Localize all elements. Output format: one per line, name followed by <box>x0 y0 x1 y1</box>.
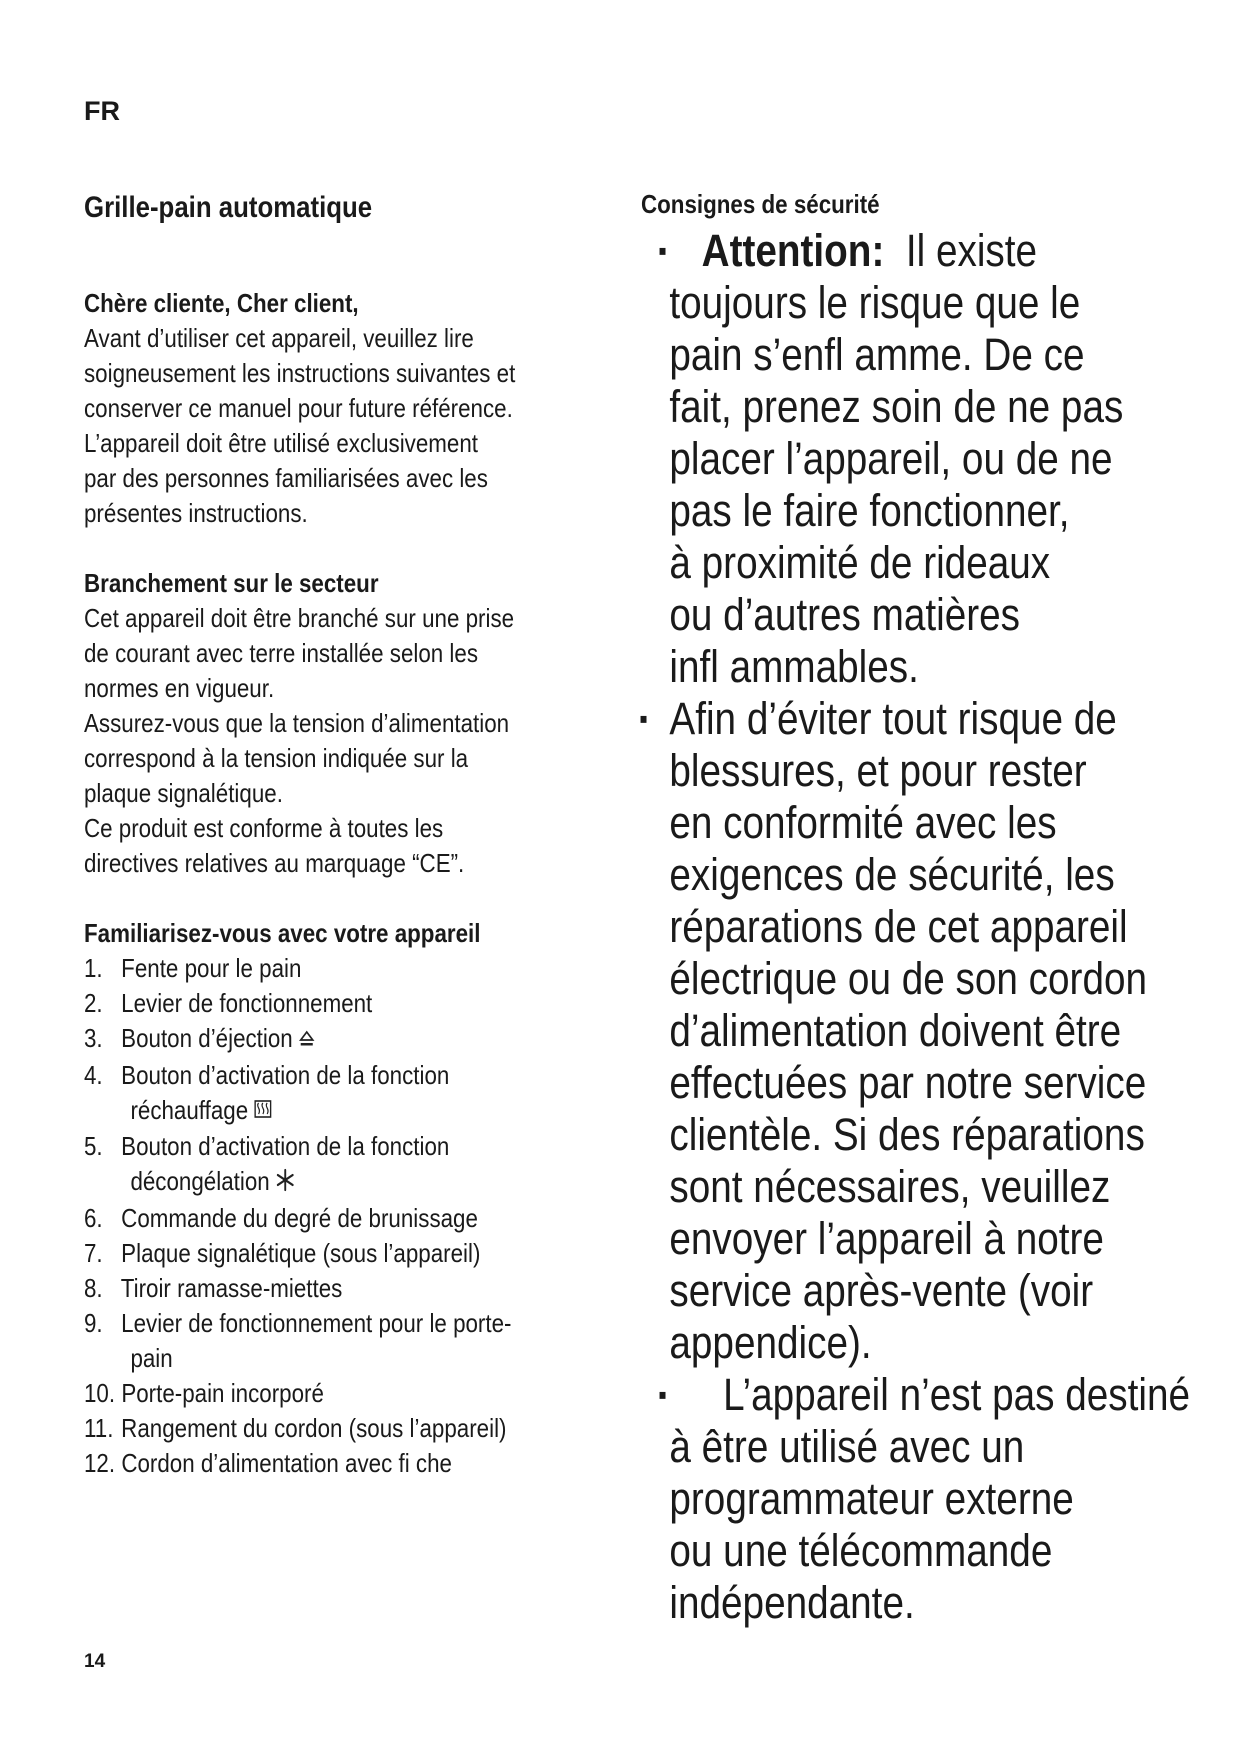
list-item-line: service après-vente (voir <box>669 1265 1094 1316</box>
snowflake-icon <box>275 1166 296 1201</box>
list-item-continuation: décongélation <box>84 1164 600 1201</box>
list-item-line: infl ammables. <box>669 641 919 692</box>
list-item-line: fait, prenez soin de ne pas <box>669 381 1124 432</box>
list-item-line: pain s’enfl amme. De ce <box>669 329 1085 380</box>
greeting-line: L’appareil doit être utilisé exclusivement <box>84 428 479 458</box>
list-item-line: exigences de sécurité, les <box>669 849 1115 900</box>
parts-heading: Familiarisez-vous avec votre appareil <box>84 918 481 948</box>
list-item-line: à proximité de rideaux <box>669 537 1051 588</box>
list-item: 5. Bouton d’activation de la fonction <box>84 1131 450 1162</box>
list-item-line: d’alimentation doivent être <box>669 1005 1122 1056</box>
left-column <box>84 190 600 1481</box>
parts-list <box>84 951 600 1481</box>
page-number: 14 <box>84 1651 106 1672</box>
greeting-heading: Chère cliente, Cher client, <box>84 288 359 318</box>
greeting-line: par des personnes familiarisées avec les <box>84 463 488 493</box>
list-item: 6. Commande du degré de brunissage <box>84 1202 478 1233</box>
list-item-line: ou une télécommande <box>669 1525 1053 1576</box>
list-item-line: effectuées par notre service <box>669 1057 1147 1108</box>
power-line: correspond à la tension indiquée sur la <box>84 743 469 773</box>
list-item-continuation: pain <box>130 1342 173 1373</box>
list-item: ▪ Afin d’éviter tout risque de <box>639 693 1117 744</box>
power-line: plaque signalétique. <box>84 778 283 808</box>
power-line: Cet appareil doit être branché sur une prise <box>84 603 515 633</box>
safety-list <box>639 225 1191 1629</box>
list-item: 12. Cordon d’alimentation avec fi che <box>84 1447 452 1478</box>
bullet-icon: ▪ <box>658 235 667 266</box>
page-title: Grille-pain automatique <box>84 191 373 224</box>
power-line: Ce produit est conforme à toutes les <box>84 813 444 843</box>
list-item: 10. Porte-pain incorporé <box>84 1377 324 1408</box>
list-item: 1. Fente pour le pain <box>84 953 302 983</box>
list-item-line: toujours le risque que le <box>669 277 1081 328</box>
safety-heading: Consignes de sécurité <box>641 189 880 219</box>
list-item: 2. Levier de fonctionnement <box>84 988 373 1018</box>
list-item-line: réparations de cet appareil <box>669 901 1128 952</box>
greeting-line: Avant d’utiliser cet appareil, veuillez lire <box>84 323 474 353</box>
bullet-icon: ▪ <box>639 703 648 734</box>
list-item-line: sont nécessaires, veuillez <box>669 1161 1111 1212</box>
language-code: FR <box>84 96 120 126</box>
list-item: ▪ L’appareil n’est pas destiné <box>658 1369 1191 1420</box>
right-column <box>639 187 1191 1629</box>
list-item: 8. Tiroir ramasse-miettes <box>84 1272 343 1303</box>
list-item: 11. Rangement du cordon (sous l’appareil) <box>84 1412 507 1443</box>
list-item-continuation: réchauffage <box>84 1093 600 1130</box>
list-item: 9. Levier de fonctionnement pour le porte- <box>84 1307 512 1338</box>
list-item-line: appendice). <box>669 1317 872 1368</box>
list-item: 7. Plaque signalétique (sous l’appareil) <box>84 1237 481 1268</box>
list-item-line: indépendante. <box>669 1577 915 1628</box>
list-item-line: envoyer l’appareil à notre <box>669 1213 1104 1264</box>
list-item: 3. Bouton d’éjection <box>84 1021 600 1058</box>
power-heading: Branchement sur le secteur <box>84 568 379 598</box>
power-line: de courant avec terre installée selon les <box>84 638 479 668</box>
eject-icon <box>298 1023 315 1058</box>
power-line: normes en vigueur. <box>84 673 275 703</box>
power-line: Assurez-vous que la tension d’alimentation <box>84 708 510 738</box>
list-item-line: électrique ou de son cordon <box>669 953 1148 1004</box>
list-item-line: programmateur externe <box>669 1473 1074 1524</box>
reheat-icon <box>253 1094 272 1129</box>
greeting-line: conserver ce manuel pour future référence. <box>84 393 513 423</box>
bullet-icon: ▪ <box>658 1379 667 1410</box>
list-item-line: pas le faire fonctionner, <box>669 485 1070 536</box>
power-line: directives relatives au marquage “CE”. <box>84 848 465 878</box>
list-item-line: ou d’autres matières <box>669 589 1021 640</box>
list-item-line: blessures, et pour rester <box>669 745 1087 796</box>
list-item-line: placer l’appareil, ou de ne <box>669 433 1113 484</box>
list-item: ▪ Attention: Il existe <box>658 225 1038 276</box>
greeting-line: présentes instructions. <box>84 498 308 528</box>
list-item: 4. Bouton d’activation de la fonction <box>84 1059 450 1090</box>
list-item-line: à être utilisé avec un <box>669 1421 1025 1472</box>
list-item-line: en conformité avec les <box>669 797 1057 848</box>
greeting-line: soigneusement les instructions suivantes et <box>84 358 516 388</box>
list-item-line: clientèle. Si des réparations <box>669 1109 1145 1160</box>
